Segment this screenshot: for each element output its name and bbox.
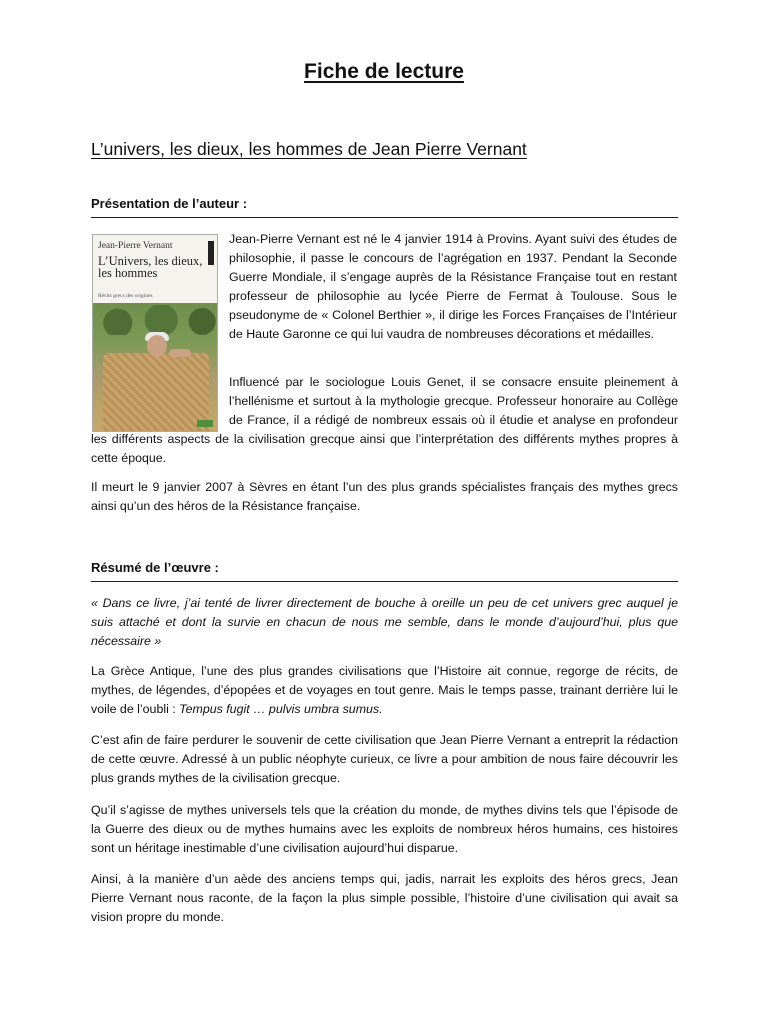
document-subtitle: L’univers, les dieux, les hommes de Jean Pierre Vernant xyxy=(91,139,527,159)
author-paragraph-2-part xyxy=(91,373,678,465)
cover-title: L’Univers, les dieux, les hommes xyxy=(98,254,203,280)
summary-paragraph-1 xyxy=(91,662,678,719)
summary-paragraph-4: Ainsi, à la manière d’un aède des anciens temps qui, jadis, narrait les exploits des héros grecs, Jean Pierre Vernant nous raconte, de la façon la plus simple possible, l’histoire d’une civilisation qui avait sa vision propre du monde. xyxy=(91,872,678,924)
latin-quote: Tempus fugit … pulvis umbra sumus. xyxy=(179,702,383,716)
summary-section-heading: Résumé de l’œuvre : xyxy=(91,560,678,582)
summary-paragraph-2: C’est afin de faire perdurer le souvenir de cette civilisation que Jean Pierre Vernant a entreprit la rédaction de cette œuvre. Adressé à un public néophyte curieux, ce livre a pour ambition de nous faire découvrir les plus grands mythes de la civilisation grecque. xyxy=(91,733,678,785)
cover-float-spacer xyxy=(91,373,229,430)
summary-quote: « Dans ce livre, j’ai tenté de livrer directement de bouche à oreille un peu de cet univers grec auquel je suis attaché et dont la survie en chacun de nous me semble, dans le monde d’aujourd’hui, plus que nécessaire » xyxy=(91,596,678,648)
summary-paragraph-3: Qu’il s’agisse de mythes universels tels que la création du monde, de mythes divins tels que l’épisode de la Guerre des dieux ou de mythes humains avec les exploits de nombreux héros humains, ces histoires sont un héritage inestimable d’une civilisation aujourd’hui disparue. xyxy=(91,803,678,855)
cover-spine-mark xyxy=(208,241,214,265)
cover-arm xyxy=(169,349,191,357)
author-paragraph-3: Il meurt le 9 janvier 2007 à Sèvres en étant l’un des plus grands spécialistes français des mythes grecs ainsi qu’un des héros de la Résistance française. xyxy=(91,480,678,513)
summary-paragraph-1-text: La Grèce Antique, l’une des plus grandes civilisations que l’Histoire ait connue, regorge de récits, de mythes, de légendes, d’épopées et de voyages en tout genre. Mais le temps passe, trainant derrière lui le voile de l’oubli : xyxy=(91,664,678,716)
cover-trees xyxy=(93,305,217,335)
cover-subtitle: Récits grecs des origines xyxy=(98,293,153,299)
author-paragraph-2: Influencé par le sociologue Louis Genet, il se consacre ensuite pleinement à l’hellénisme et surtout à la mythologie grecque. Professeur honoraire au Collège de France, il a rédigé de nombreux essais où il étudie et analyse en profondeur les différents aspects de la civilisation grecque ainsi que l’interprétation des différents mythes propres à cette époque. xyxy=(91,375,678,465)
document-title: Fiche de lecture xyxy=(304,60,464,83)
cover-author: Jean-Pierre Vernant xyxy=(98,241,173,251)
cover-person xyxy=(147,335,167,357)
author-paragraph-1: Jean-Pierre Vernant est né le 4 janvier 1914 à Provins. Ayant suivi des études de philosophie, il passe le concours de l’agrégation en 1937. Pendant la Seconde Guerre Mondiale, il s’engage auprès de la Résistance Française tout en restant professeur de philosophie au lycée Pierre de Fermat à Toulouse. Sous le pseudonyme de « Colonel Berthier », il dirige les Forces Françaises de l’Intérieur de Haute Garonne ce qui lui vaudra de nombreuses décorations et médailles. xyxy=(229,232,677,341)
author-section-heading: Présentation de l’auteur : xyxy=(91,196,678,218)
